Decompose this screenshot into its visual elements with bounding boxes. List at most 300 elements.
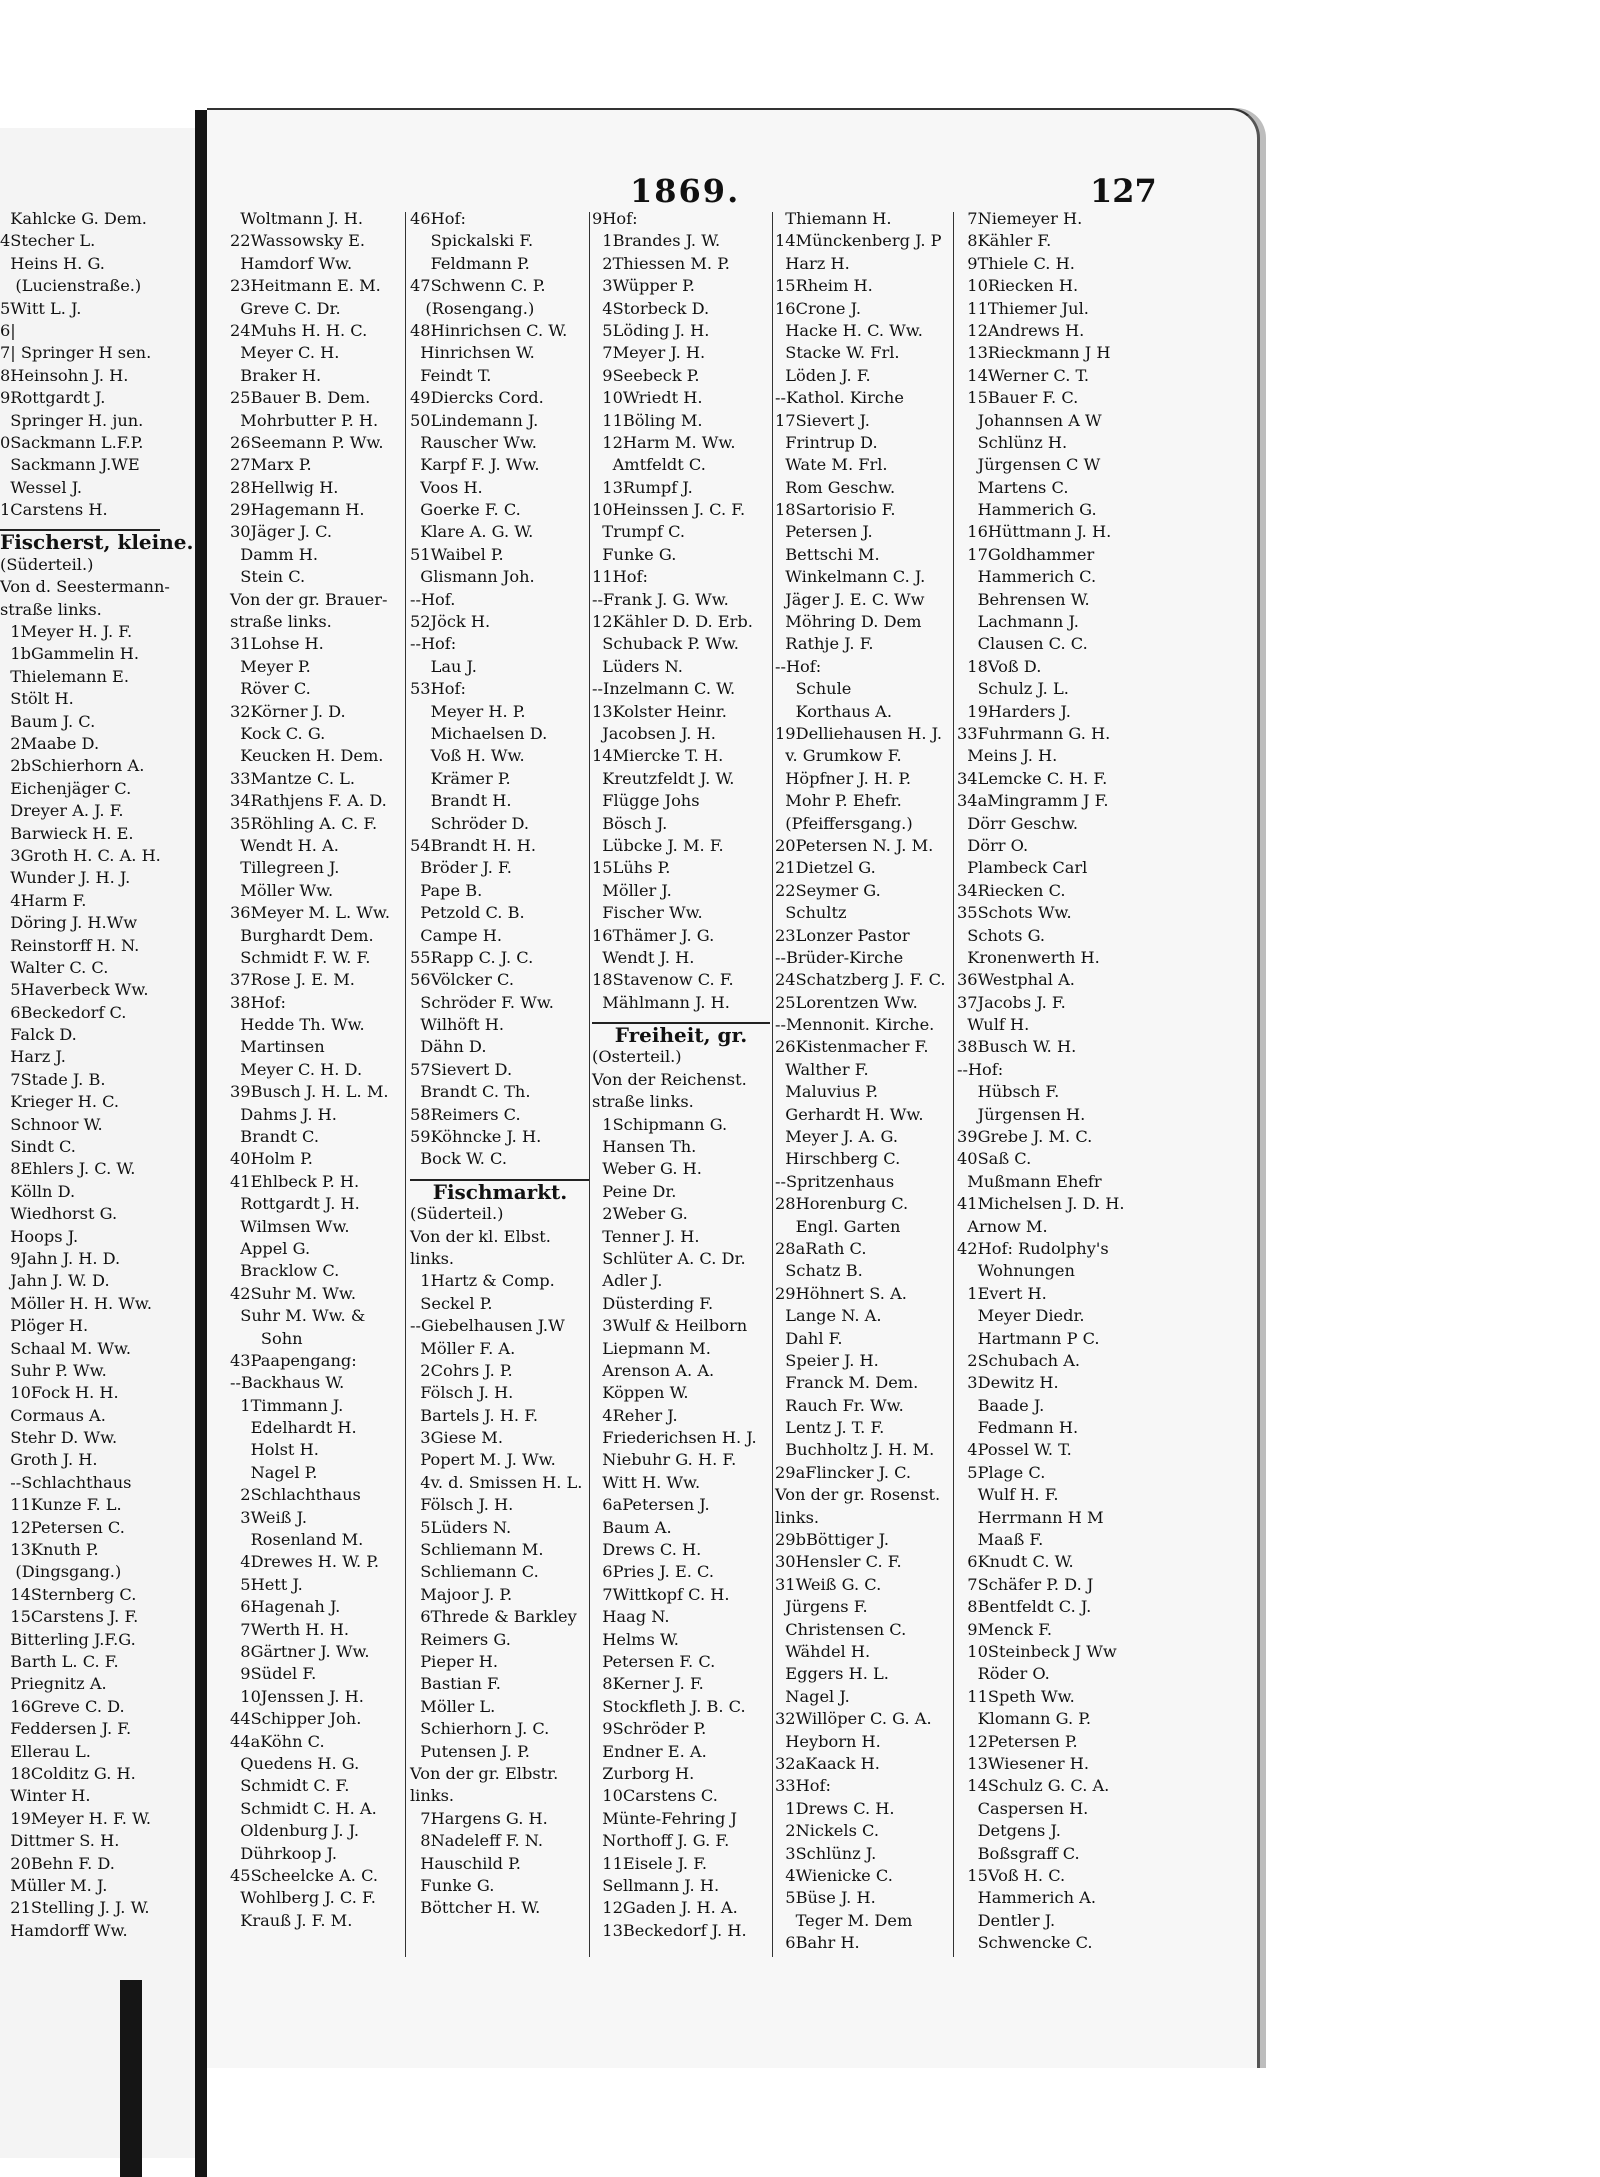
- directory-entry: 51Waibel P.: [410, 544, 504, 564]
- directory-entry: Edelhardt H.: [230, 1418, 357, 1438]
- directory-entry: Schmidt C. H. A.: [230, 1798, 377, 1818]
- directory-entry: 34Riecken C.: [957, 880, 1066, 900]
- directory-entry: Fölsch J. H.: [410, 1495, 514, 1515]
- directory-entry: 32aKaack H.: [775, 1753, 880, 1773]
- directory-entry: Eichenjäger C.: [0, 778, 132, 798]
- directory-entry: Krauß J. F. M.: [230, 1910, 353, 1930]
- directory-entry: Martinsen: [230, 1037, 325, 1057]
- directory-entry: Stein C.: [230, 567, 306, 587]
- directory-entry: Schröder F. Ww.: [410, 992, 554, 1012]
- directory-entry: Jacobsen J. H.: [592, 723, 716, 743]
- directory-entry: 3Dewitz H.: [957, 1373, 1059, 1393]
- directory-entry: (Dingsgang.): [0, 1562, 122, 1582]
- directory-entry: 4v. d. Smissen H. L.: [410, 1472, 583, 1492]
- directory-entry: Hauschild P.: [410, 1853, 521, 1873]
- directory-entry: Keucken H. Dem.: [230, 746, 384, 766]
- directory-entry: 1Drews C. H.: [775, 1798, 895, 1818]
- directory-entry: Bitterling J.F.G.: [0, 1629, 136, 1649]
- directory-entry: 9Südel F.: [230, 1664, 317, 1684]
- directory-entry: 28Horenburg C.: [775, 1194, 909, 1214]
- directory-entry: Gerhardt H. Ww.: [775, 1104, 924, 1124]
- directory-entry: Wilmsen Ww.: [230, 1216, 350, 1236]
- directory-entry: Stacke W. Frl.: [775, 343, 900, 363]
- directory-entry: 37Jacobs J. F.: [957, 992, 1066, 1012]
- directory-entry: straße links.: [592, 1092, 694, 1112]
- directory-entry: Greve C. Dr.: [230, 298, 341, 318]
- street-heading: Fischerst, kleine.: [0, 530, 194, 555]
- directory-entry: 7Werth H. H.: [230, 1619, 349, 1639]
- directory-entry: Teger M. Dem: [775, 1910, 913, 1930]
- directory-entry: Klomann G. P.: [957, 1709, 1091, 1729]
- directory-entry: Meyer Diedr.: [957, 1306, 1085, 1326]
- directory-entry: Buchholtz J. H. M.: [775, 1440, 935, 1460]
- directory-entry: Möller J.: [592, 880, 672, 900]
- directory-entry: Lange N. A.: [775, 1306, 882, 1326]
- directory-entry: links.: [775, 1507, 820, 1527]
- directory-entry: Von der gr. Rosenst.: [775, 1485, 941, 1505]
- directory-entry: Karpf F. J. Ww.: [410, 455, 540, 475]
- directory-entry: 4Wienicke C.: [775, 1865, 893, 1885]
- directory-entry: 31Lohse H.: [230, 634, 324, 654]
- directory-entry: Eggers H. L.: [775, 1664, 889, 1684]
- directory-entry: Damm H.: [230, 544, 319, 564]
- directory-entry: Voß H. Ww.: [410, 746, 525, 766]
- directory-entry: Dörr Geschw.: [957, 813, 1079, 833]
- directory-entry: Groth J. H.: [0, 1450, 98, 1470]
- directory-entry: Zurborg H.: [592, 1763, 695, 1783]
- directory-entry: 6Beckedorf C.: [0, 1002, 127, 1022]
- directory-entry: 30Hensler C. F.: [775, 1552, 902, 1572]
- directory-entry: Nagel J.: [775, 1686, 850, 1706]
- directory-entry: Bastian F.: [410, 1674, 501, 1694]
- directory-entry: Dreyer A. J. F.: [0, 801, 124, 821]
- directory-entry: 2Schubach A.: [957, 1350, 1081, 1370]
- directory-entry: Goerke F. C.: [410, 500, 521, 520]
- directory-entry: Baum J. C.: [0, 711, 96, 731]
- directory-entry: 29bBöttiger J.: [775, 1530, 889, 1550]
- directory-entry: Lentz J. T. F.: [775, 1418, 885, 1438]
- directory-entry: Friederichsen H. J.: [592, 1428, 757, 1448]
- directory-entry: 8Kähler F.: [957, 231, 1052, 251]
- directory-entry: Krieger H. C.: [0, 1092, 120, 1112]
- directory-entry: Caspersen H.: [957, 1798, 1089, 1818]
- directory-entry: Plöger H.: [0, 1316, 89, 1336]
- directory-entry: --Hof:: [410, 634, 457, 654]
- directory-entry: 8Gärtner J. Ww.: [230, 1642, 370, 1661]
- directory-entry: Speier J. H.: [775, 1350, 879, 1370]
- directory-entry: 2Nickels C.: [775, 1821, 879, 1841]
- directory-entry: 3Giese M.: [410, 1428, 504, 1448]
- directory-entry: 29Hagemann H.: [230, 500, 365, 520]
- directory-entry: 6Pries J. E. C.: [592, 1562, 715, 1582]
- directory-entry: Von der Reichenst.: [592, 1069, 747, 1089]
- directory-entry: 5Haverbeck Ww.: [0, 980, 149, 1000]
- directory-entry: Dentler J.: [957, 1910, 1056, 1930]
- directory-entry: Klare A. G. W.: [410, 522, 534, 542]
- directory-entry: Majoor J. P.: [410, 1584, 513, 1604]
- directory-entry: Amtfeldt C.: [592, 455, 706, 475]
- directory-entry: Schule: [775, 679, 852, 699]
- directory-entry: Lübcke J. M. F.: [592, 835, 724, 855]
- directory-entry: Hedde Th. Ww.: [230, 1015, 365, 1035]
- directory-entry: 44aKöhn C.: [230, 1731, 325, 1751]
- directory-entry: 13Wiesener H.: [957, 1753, 1090, 1773]
- directory-entry: 8Bentfeldt C. J.: [957, 1597, 1092, 1617]
- directory-entry: 18Voß D.: [957, 656, 1042, 676]
- directory-entry: Walther F.: [775, 1059, 869, 1079]
- directory-entry: 27Marx P.: [230, 455, 312, 475]
- directory-entry: 18Colditz G. H.: [0, 1763, 136, 1783]
- directory-entry: Arnow M.: [957, 1216, 1048, 1236]
- directory-entry: --Frank J. G. Ww.: [592, 589, 729, 609]
- directory-entry: 14Münckenberg J. P: [775, 231, 942, 251]
- directory-entry: 32Willöper C. G. A.: [775, 1709, 932, 1729]
- directory-entry: Krämer P.: [410, 768, 511, 788]
- directory-entry: 9Menck F.: [957, 1619, 1053, 1639]
- directory-entry: Höpfner J. H. P.: [775, 768, 912, 788]
- directory-entry: 21Stelling J. J. W.: [0, 1898, 150, 1918]
- directory-entry: Döring J. H.Ww: [0, 913, 138, 933]
- directory-entry: Brandt C. Th.: [410, 1082, 531, 1102]
- directory-entry: Oldenburg J. J.: [230, 1821, 360, 1841]
- directory-entry: Springer H. jun.: [0, 410, 144, 430]
- directory-entry: Fischer Ww.: [592, 903, 703, 923]
- directory-entry: 10Riecken H.: [957, 276, 1079, 296]
- directory-entry: Mohr P. Ehefr.: [775, 791, 902, 811]
- directory-entry: Weber G. H.: [592, 1159, 702, 1179]
- directory-entry: Kahlcke G. Dem.: [0, 209, 147, 228]
- directory-entry: 48Hinrichsen C. W.: [410, 320, 568, 340]
- directory-entry: 25Lorentzen Ww.: [775, 992, 918, 1012]
- directory-entry: 6aPetersen J.: [592, 1495, 710, 1515]
- directory-entry: Dörr O.: [957, 835, 1029, 855]
- directory-entry: Baade J.: [957, 1395, 1045, 1415]
- directory-entry: Trumpf C.: [592, 522, 686, 542]
- directory-entry: Hamdorff Ww.: [0, 1920, 128, 1940]
- directory-entry: Schuback P. Ww.: [592, 634, 739, 654]
- directory-entry: 30Jäger J. C.: [230, 522, 333, 542]
- directory-entry: Reimers G.: [410, 1629, 511, 1649]
- directory-entry: 1Brandes J. W.: [592, 231, 721, 251]
- directory-entry: straße links.: [0, 599, 102, 619]
- directory-entry: Schlünz H.: [957, 432, 1068, 452]
- directory-entry: 5Büse J. H.: [775, 1888, 876, 1908]
- directory-entry: Schwencke C.: [957, 1933, 1093, 1953]
- directory-entry: --Inzelmann C. W.: [592, 679, 736, 699]
- directory-entry: 5Hett J.: [230, 1574, 303, 1594]
- directory-entry: Schmidt C. F.: [230, 1776, 350, 1796]
- directory-entry: 58Reimers C.: [410, 1104, 521, 1124]
- directory-entry: 12Andrews H.: [957, 320, 1085, 340]
- directory-entry: 20Behn F. D.: [0, 1853, 115, 1873]
- column-2: [410, 208, 590, 1920]
- directory-entry: 42Suhr M. Ww.: [230, 1283, 357, 1303]
- directory-entry: Wate M. Frl.: [775, 455, 888, 475]
- directory-entry: 1Meyer H. J. F.: [0, 622, 133, 642]
- directory-entry: Adler J.: [592, 1271, 663, 1291]
- directory-entry: Priegnitz A.: [0, 1674, 107, 1694]
- directory-entry: Löden J. F.: [775, 365, 871, 385]
- directory-entry: Holst H.: [230, 1440, 319, 1460]
- directory-entry: Hammerich A.: [957, 1888, 1097, 1908]
- column-0: [0, 208, 194, 1942]
- directory-entry: Möller L.: [410, 1696, 496, 1716]
- directory-entry: 5Witt L. J.: [0, 298, 82, 318]
- directory-entry: 7Schäfer P. D. J: [957, 1574, 1094, 1594]
- directory-entry: Dähn D.: [410, 1037, 487, 1057]
- directory-entry: 14Miercke T. H.: [592, 746, 724, 766]
- directory-entry: 42Hof: Rudolphy's: [957, 1238, 1109, 1258]
- directory-entry: Christensen C.: [775, 1619, 907, 1639]
- directory-entry: Martens C.: [957, 477, 1069, 497]
- directory-entry: Mußmann Ehefr: [957, 1171, 1102, 1191]
- directory-entry: --Kathol. Kirche: [775, 388, 904, 408]
- directory-entry: Falck D.: [0, 1025, 77, 1045]
- directory-entry: Lüders N.: [592, 656, 683, 676]
- directory-entry: Schaal M. Ww.: [0, 1338, 132, 1358]
- directory-entry: 6Bahr H.: [775, 1933, 860, 1953]
- directory-entry: Herrmann H M: [957, 1507, 1104, 1527]
- directory-entry: 7Meyer J. H.: [592, 343, 706, 363]
- column-rule: [953, 212, 954, 1957]
- directory-entry: --Mennonit. Kirche.: [775, 1015, 935, 1035]
- directory-entry: Bartels J. H. F.: [410, 1405, 539, 1425]
- directory-entry: 41Michelsen J. D. H.: [957, 1194, 1125, 1214]
- directory-entry: Bösch J.: [592, 813, 668, 833]
- directory-entry: 9Rottgardt J.: [0, 388, 106, 408]
- directory-entry: Schierhorn J. C.: [410, 1719, 550, 1739]
- directory-entry: Johannsen A W: [957, 410, 1102, 430]
- directory-entry: Hartmann P C.: [957, 1328, 1100, 1348]
- directory-entry: Winter H.: [0, 1786, 91, 1806]
- directory-entry: Niebuhr G. H. F.: [592, 1450, 737, 1470]
- directory-entry: 18Sartorisio F.: [775, 500, 896, 520]
- directory-entry: Schultz: [775, 903, 847, 923]
- directory-entry: Kreutzfeldt J. W.: [592, 768, 735, 788]
- directory-entry: Reinstorff H. N.: [0, 935, 140, 955]
- directory-entry: 38Busch W. H.: [957, 1037, 1077, 1057]
- directory-entry: 11Hof:: [592, 567, 648, 587]
- directory-entry: Meins J. H.: [957, 746, 1058, 766]
- directory-entry: 23Heitmann E. M.: [230, 276, 381, 296]
- directory-entry: Flügge Johs: [592, 791, 700, 811]
- directory-entry: 7Niemeyer H.: [957, 209, 1083, 228]
- directory-entry: Böttcher H. W.: [410, 1898, 541, 1918]
- directory-entry: Brandt C.: [230, 1127, 319, 1147]
- directory-entry: links.: [410, 1786, 455, 1806]
- directory-entry: 2Schlachthaus: [230, 1485, 361, 1505]
- directory-entry: 33Mantze C. L.: [230, 768, 356, 788]
- column-rule: [772, 212, 773, 1957]
- directory-entry: Fölsch J. H.: [410, 1383, 514, 1403]
- directory-entry: Maluvius P.: [775, 1082, 879, 1102]
- directory-entry: v. Grumkow F.: [775, 746, 902, 766]
- directory-entry: --Brüder-Kirche: [775, 947, 904, 967]
- directory-entry: 11Kunze F. L.: [0, 1495, 122, 1515]
- directory-entry: Bracklow C.: [230, 1261, 340, 1281]
- directory-entry: Thielemann E.: [0, 666, 129, 686]
- column-3: [592, 208, 770, 1942]
- street-heading: Fischmarkt.: [410, 1179, 590, 1203]
- directory-entry: 9Schröder P.: [592, 1719, 707, 1739]
- directory-entry: 2Cohrs J. P.: [410, 1360, 513, 1380]
- directory-entry: Liepmann M.: [592, 1338, 711, 1358]
- directory-entry: 17Sievert J.: [775, 410, 870, 430]
- directory-entry: Harz H.: [775, 253, 850, 273]
- directory-entry: Michaelsen D.: [410, 723, 548, 743]
- directory-entry: Schliemann M.: [410, 1540, 544, 1560]
- directory-entry: Schulz J. L.: [957, 679, 1069, 699]
- directory-entry: Meyer J. A. G.: [775, 1127, 899, 1147]
- directory-entry: 10Steinbeck J Ww: [957, 1642, 1117, 1661]
- directory-entry: 7Stade J. B.: [0, 1069, 106, 1089]
- directory-entry: Haag N.: [592, 1607, 670, 1627]
- directory-entry: Lau J.: [410, 656, 477, 676]
- directory-entry: --Hof:: [775, 656, 822, 676]
- directory-entry: Funke G.: [410, 1875, 495, 1895]
- directory-entry: 10Fock H. H.: [0, 1383, 119, 1403]
- directory-entry: Appel G.: [230, 1238, 311, 1258]
- directory-entry: Jürgensen C W: [957, 455, 1101, 475]
- directory-entry: Walter C. C.: [0, 957, 109, 977]
- directory-entry: 6Knudt C. W.: [957, 1552, 1074, 1572]
- directory-entry: 26Seemann P. Ww.: [230, 432, 384, 452]
- directory-entry: 13Beckedorf J. H.: [592, 1920, 747, 1940]
- directory-entry: 31Weiß G. C.: [775, 1574, 882, 1594]
- directory-entry: Münte-Fehring J: [592, 1808, 737, 1828]
- directory-entry: straße links.: [230, 612, 332, 632]
- directory-entry: 5Plage C.: [957, 1462, 1046, 1482]
- directory-entry: Wunder J. H. J.: [0, 868, 131, 888]
- directory-entry: 9Thiele C. H.: [957, 253, 1075, 273]
- directory-entry: Möhring D. Dem: [775, 612, 922, 632]
- directory-entry: 43Paapengang:: [230, 1350, 357, 1370]
- directory-entry: Jahn J. W. D.: [0, 1271, 110, 1291]
- directory-entry: 17Goldhammer: [957, 544, 1095, 564]
- directory-entry: Suhr M. Ww. &: [230, 1306, 366, 1326]
- directory-entry: 11Böling M.: [592, 410, 703, 430]
- directory-entry: 26Kistenmacher F.: [775, 1037, 929, 1057]
- directory-entry: 20Petersen N. J. M.: [775, 835, 934, 855]
- directory-entry: --Backhaus W.: [230, 1373, 345, 1393]
- directory-entry: 34Lemcke C. H. F.: [957, 768, 1108, 788]
- directory-entry: 13Rieckmann J H: [957, 343, 1111, 363]
- directory-entry: Witt H. Ww.: [592, 1472, 701, 1492]
- directory-entry: Detgens J.: [957, 1821, 1061, 1841]
- directory-entry: Mohrbutter P. H.: [230, 410, 379, 430]
- directory-entry: Burghardt Dem.: [230, 925, 374, 945]
- book-spine-lower: [120, 1980, 142, 2177]
- directory-entry: 11Eisele J. F.: [592, 1853, 708, 1873]
- page-year: 1869.: [630, 172, 741, 210]
- directory-entry: 5Löding J. H.: [592, 320, 710, 340]
- directory-entry: 3Wulf & Heilborn: [592, 1316, 748, 1336]
- directory-entry: 12Kähler D. D. Erb.: [592, 612, 753, 632]
- directory-entry: Von d. Seestermann-: [0, 577, 170, 597]
- directory-entry: 3Weiß J.: [230, 1507, 307, 1527]
- directory-entry: 11Speth Ww.: [957, 1686, 1075, 1706]
- directory-entry: 53Hof:: [410, 679, 466, 699]
- directory-entry: 1Carstens H.: [0, 500, 108, 520]
- directory-entry: 0Sackmann L.F.P.: [0, 432, 144, 452]
- directory-entry: 19Harders J.: [957, 701, 1071, 721]
- directory-entry: Hansen Th.: [592, 1137, 697, 1157]
- directory-entry: 24Muhs H. H. C.: [230, 320, 368, 340]
- directory-entry: 55Rapp C. J. C.: [410, 947, 534, 967]
- column-rule: [405, 212, 406, 1957]
- directory-entry: Rom Geschw.: [775, 477, 896, 497]
- directory-entry: Möller F. A.: [410, 1338, 516, 1358]
- directory-entry: Heins H. G.: [0, 253, 105, 273]
- directory-entry: 40Holm P.: [230, 1149, 313, 1169]
- directory-entry: Engl. Garten: [775, 1216, 901, 1236]
- directory-entry: Peine Dr.: [592, 1181, 677, 1201]
- directory-entry: (Rosengang.): [410, 298, 535, 318]
- directory-entry: Rathje J. F.: [775, 634, 874, 654]
- directory-entry: Braker H.: [230, 365, 322, 385]
- directory-entry: links.: [410, 1248, 455, 1268]
- directory-entry: Bock W. C.: [410, 1149, 508, 1169]
- directory-entry: 39Grebe J. M. C.: [957, 1127, 1093, 1147]
- directory-entry: Schlüter A. C. Dr.: [592, 1248, 746, 1268]
- street-heading: Freiheit, gr.: [592, 1022, 770, 1046]
- directory-entry: Schmidt F. W. F.: [230, 947, 371, 967]
- directory-entry: Jäger J. E. C. Ww: [775, 589, 925, 609]
- directory-entry: 16Thämer J. G.: [592, 925, 715, 945]
- directory-entry: Heyborn H.: [775, 1731, 881, 1751]
- directory-entry: 37Rose J. E. M.: [230, 970, 355, 990]
- directory-entry: Wilhöft H.: [410, 1015, 505, 1035]
- directory-entry: Petersen J.: [775, 522, 873, 542]
- directory-entry: 46Hof:: [410, 209, 466, 228]
- directory-entry: Schots G.: [957, 925, 1046, 945]
- directory-entry: 34Rathjens F. A. D.: [230, 791, 387, 811]
- directory-entry: 14Sternberg C.: [0, 1584, 137, 1604]
- directory-entry: Wulf H.: [957, 1015, 1030, 1035]
- directory-entry: Röder O.: [957, 1664, 1050, 1684]
- directory-entry: 6|: [0, 320, 16, 340]
- directory-entry: 10Heinssen J. C. F.: [592, 500, 746, 520]
- directory-entry: Hammerich G.: [957, 500, 1097, 520]
- directory-entry: 9Hof:: [592, 209, 638, 228]
- directory-entry: Jürgens F.: [775, 1597, 868, 1617]
- directory-entry: Rauch Fr. Ww.: [775, 1395, 904, 1415]
- directory-entry: Köppen W.: [592, 1383, 689, 1403]
- directory-entry: Mählmann J. H.: [592, 992, 730, 1012]
- directory-entry: Petersen F. C.: [592, 1652, 716, 1671]
- directory-entry: --Giebelhausen J.W: [410, 1316, 565, 1336]
- directory-entry: Northoff J. G. F.: [592, 1831, 730, 1851]
- directory-entry: 16Greve C. D.: [0, 1696, 125, 1716]
- directory-entry: 15Rheim H.: [775, 276, 873, 296]
- directory-entry: Suhr P. Ww.: [0, 1360, 107, 1380]
- directory-entry: Feddersen J. F.: [0, 1719, 132, 1739]
- directory-entry: 12Harm M. Ww.: [592, 432, 736, 452]
- column-rule: [589, 212, 590, 1957]
- directory-entry: Rosenland M.: [230, 1530, 364, 1550]
- directory-entry: 50Lindemann J.: [410, 410, 539, 430]
- directory-entry: 24Schatzberg J. F. C.: [775, 970, 946, 990]
- directory-entry: Müller M. J.: [0, 1875, 108, 1895]
- directory-entry: 14Werner C. T.: [957, 365, 1090, 385]
- directory-entry: 54Brandt H. H.: [410, 835, 536, 855]
- directory-entry: 57Sievert D.: [410, 1059, 513, 1079]
- directory-entry: Quedens H. G.: [230, 1753, 360, 1773]
- directory-entry: Schatz B.: [775, 1261, 863, 1281]
- directory-entry: Glismann Joh.: [410, 567, 535, 587]
- directory-entry: Fedmann H.: [957, 1418, 1079, 1438]
- directory-entry: 2bSchierhorn A.: [0, 756, 145, 776]
